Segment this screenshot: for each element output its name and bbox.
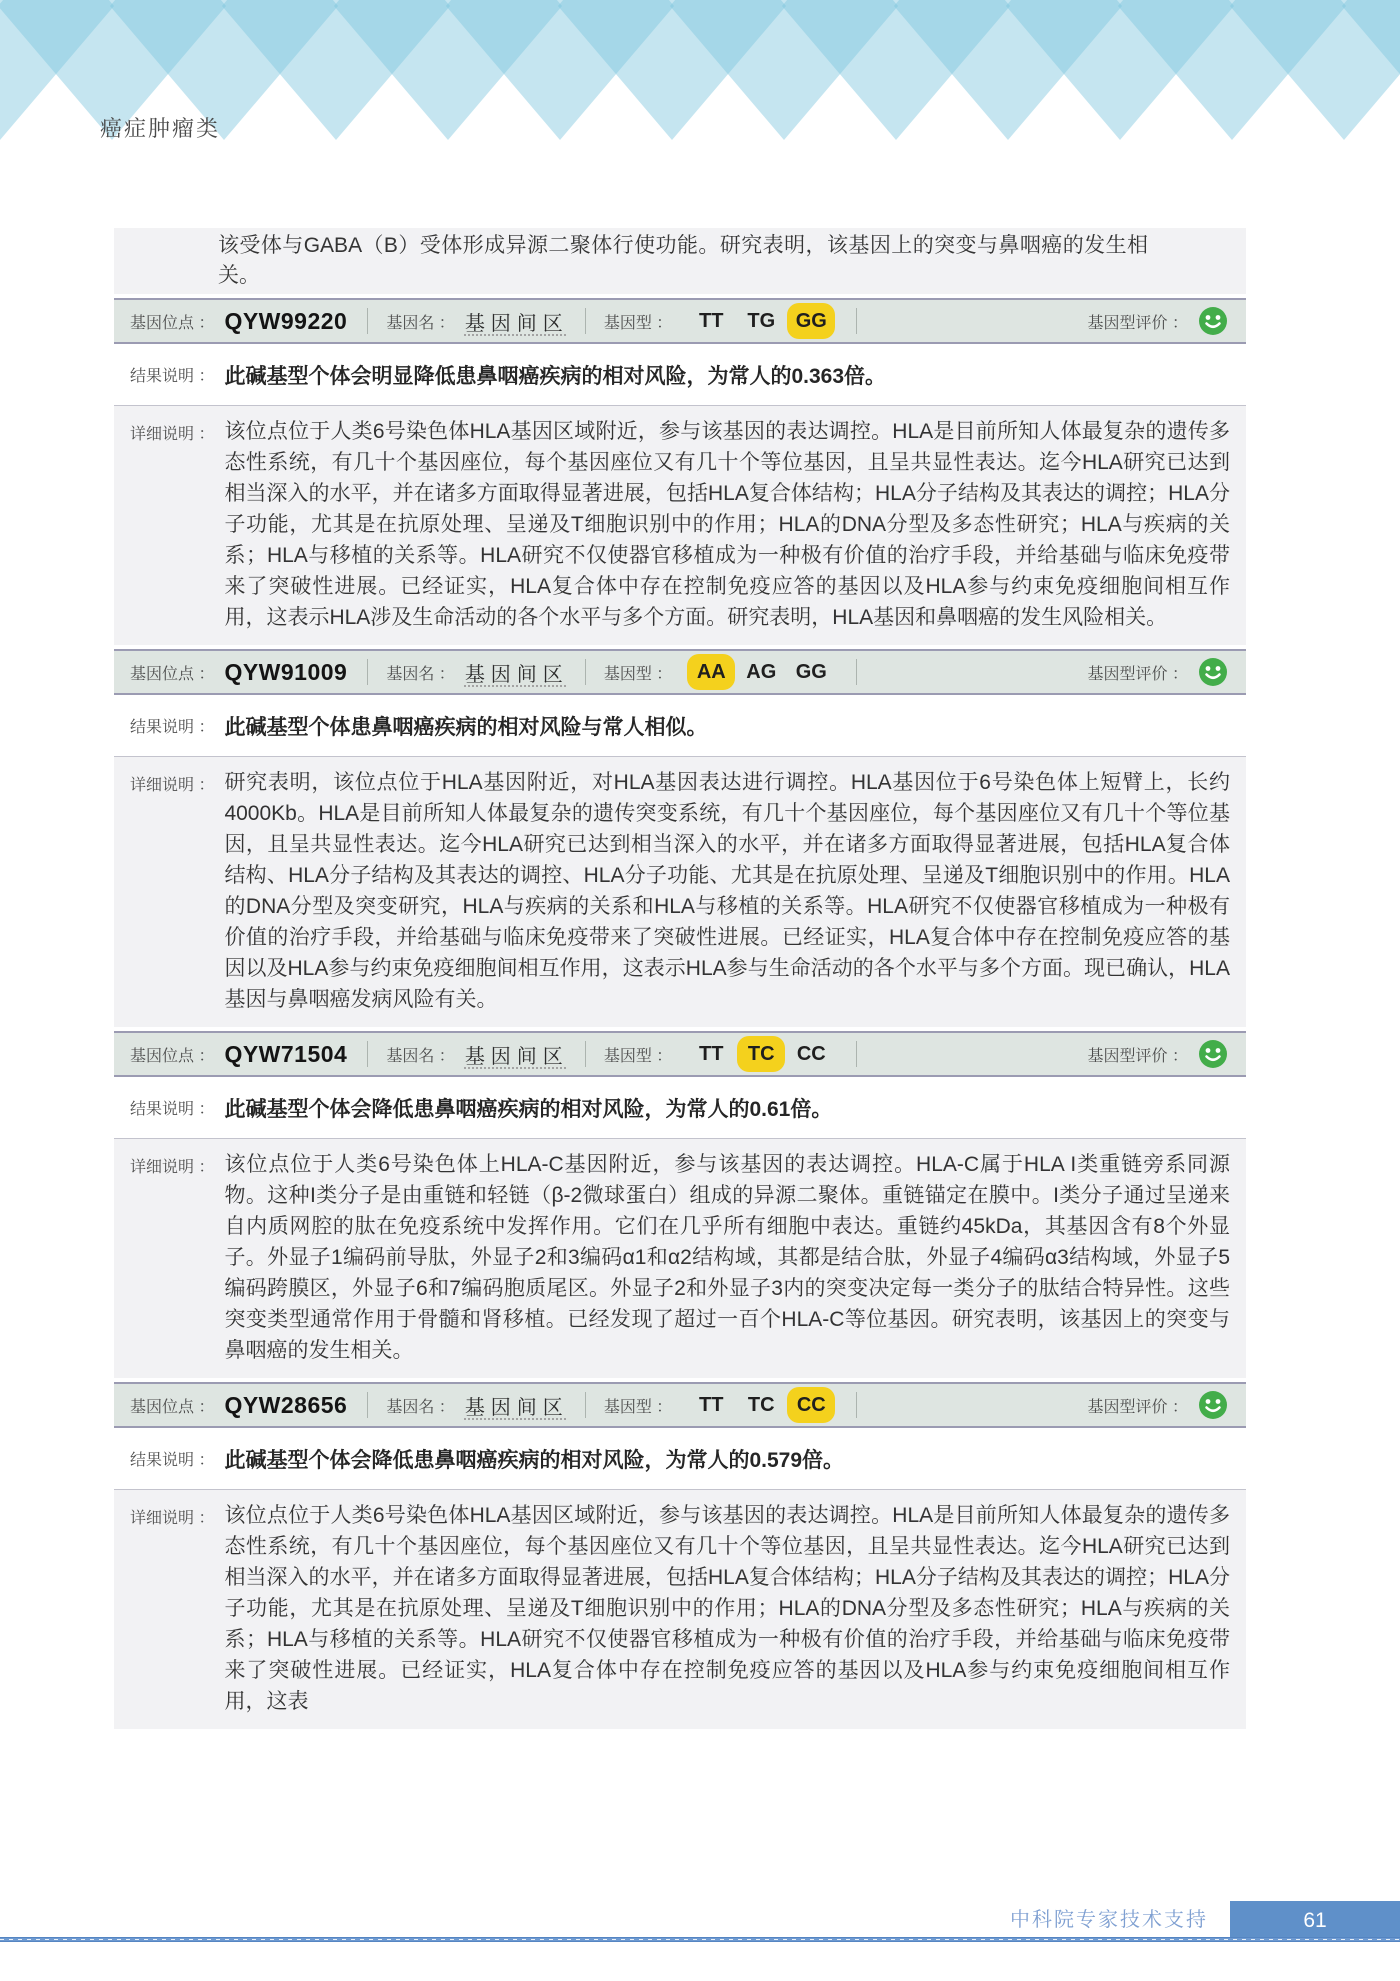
vertical-divider bbox=[367, 1392, 368, 1418]
smiley-icon bbox=[1198, 1390, 1228, 1420]
detail-label: 详细说明 ： bbox=[130, 426, 215, 443]
gene-section bbox=[114, 1031, 1246, 1378]
result-row bbox=[114, 344, 1246, 406]
genotype-option: TT bbox=[699, 310, 724, 332]
intro-paragraph-block bbox=[114, 228, 1246, 294]
locus-label: 基因位点 ： bbox=[130, 1047, 215, 1065]
result-label: 结果说明 ： bbox=[130, 719, 215, 736]
genotype-label: 基因型 ： bbox=[603, 1398, 673, 1416]
vertical-divider bbox=[856, 308, 857, 334]
detail-text: 该位点位于人类6号染色体HLA基因区域附近，参与该基因的表达调控。HLA是目前所知人体最复杂的遗传多态性系统，有几十个基因座位，每个基因座位又有几十个等位基因，且呈共显性表达。迄今HLA研究已达到相当深入的水平，并在诸多方面取得显著进展，包括HLA复合体结构；HLA分子结构及其表达的调控；HLA分子功能，尤其是在抗原处理、呈递及T细胞识别中的作用；HLA的DNA分型及多态性研究；HLA与疾病的关系；HLA与移植的关系等。HLA研究不仅使器官移植成为一种极有价值的治疗手段，并给基础与临床免疫带来了突破性进展。已经证实，HLA复合体中存在控制免疫应答的基因以及HLA参与约束免疫细胞间相互作用，这表 bbox=[224, 1504, 1230, 1713]
genotype-label: 基因型 ： bbox=[603, 665, 673, 683]
result-label: 结果说明 ： bbox=[130, 1452, 215, 1469]
detail-label: 详细说明 ： bbox=[130, 1510, 215, 1527]
detail-text: 该位点位于人类6号染色体HLA基因区域附近，参与该基因的表达调控。HLA是目前所知人体最复杂的遗传多态性系统，有几十个基因座位，每个基因座位又有几十个等位基因，且呈共显性表达。迄今HLA研究已达到相当深入的水平，并在诸多方面取得显著进展，包括HLA复合体结构；HLA分子结构及其表达的调控；HLA分子功能，尤其是在抗原处理、呈递及T细胞识别中的作用；HLA的DNA分型及多态性研究；HLA与疾病的关系；HLA与移植的关系等。HLA研究不仅使器官移植成为一种极有价值的治疗手段，并给基础与临床免疫带来了突破性进展。已经证实，HLA复合体中存在控制免疫应答的基因以及HLA参与约束免疫细胞间相互作用，这表示HLA涉及生命活动的各个水平与多个方面。研究表明，HLA基因和鼻咽癌的发生风险相关。 bbox=[224, 420, 1230, 629]
gene-name-value: 基因间区 bbox=[464, 663, 569, 686]
content-area bbox=[114, 228, 1246, 1890]
locus-value: QYW99220 bbox=[224, 307, 348, 334]
vertical-divider bbox=[856, 1392, 857, 1418]
result-label: 结果说明 ： bbox=[130, 1101, 215, 1118]
gene-row bbox=[114, 1382, 1246, 1428]
result-row bbox=[114, 1077, 1246, 1139]
genotype-values bbox=[686, 654, 836, 690]
genotype-label: 基因型 ： bbox=[603, 314, 673, 332]
detail-block bbox=[114, 406, 1246, 645]
evaluation-label: 基因型评价 ： bbox=[1087, 1047, 1188, 1065]
locus-value: QYW28656 bbox=[224, 1391, 348, 1418]
result-label: 结果说明 ： bbox=[130, 368, 215, 385]
detail-block bbox=[114, 757, 1246, 1027]
vertical-divider bbox=[585, 659, 586, 685]
smiley-icon bbox=[1198, 306, 1228, 336]
page-title: 癌症肿瘤类 bbox=[100, 116, 221, 141]
genotype-option: TT bbox=[699, 1043, 724, 1065]
result-row bbox=[114, 695, 1246, 757]
result-text: 此碱基型个体会明显降低患鼻咽癌疾病的相对风险，为常人的0.363倍。 bbox=[224, 364, 887, 388]
vertical-divider bbox=[856, 1041, 857, 1067]
gene-section bbox=[114, 1382, 1246, 1729]
genotype-option: GG bbox=[787, 303, 835, 339]
detail-block bbox=[114, 1490, 1246, 1729]
genotype-option: AA bbox=[687, 654, 735, 690]
page-number: 61 bbox=[1303, 1908, 1327, 1932]
locus-label: 基因位点 ： bbox=[130, 665, 215, 683]
genotype-option: CC bbox=[796, 1043, 826, 1065]
detail-block bbox=[114, 1139, 1246, 1378]
gene-name-value: 基因间区 bbox=[464, 1045, 569, 1068]
gene-section bbox=[114, 649, 1246, 1027]
footer-support-text: 中科院专家技术支持 bbox=[1010, 1909, 1208, 1931]
gene-name-label: 基因名 ： bbox=[386, 1398, 455, 1416]
gene-section bbox=[114, 298, 1246, 645]
locus-label: 基因位点 ： bbox=[130, 314, 215, 332]
smiley-icon bbox=[1198, 1039, 1228, 1069]
result-row bbox=[114, 1428, 1246, 1490]
vertical-divider bbox=[856, 659, 857, 685]
gene-name-label: 基因名 ： bbox=[386, 665, 455, 683]
gene-row bbox=[114, 649, 1246, 695]
genotype-values bbox=[686, 1036, 836, 1072]
gene-name-label: 基因名 ： bbox=[386, 314, 455, 332]
result-text: 此碱基型个体会降低患鼻咽癌疾病的相对风险，为常人的0.579倍。 bbox=[224, 1448, 845, 1472]
gene-name-value: 基因间区 bbox=[464, 312, 569, 335]
footer-accent-line bbox=[0, 1937, 1400, 1942]
genotype-values bbox=[686, 303, 836, 339]
page-number-box bbox=[1230, 1901, 1400, 1940]
detail-text: 该位点位于人类6号染色体上HLA-C基因附近，参与该基因的表达调控。HLA-C属于HLA I类重链旁系同源物。这种I类分子是由重链和轻链（β-2微球蛋白）组成的异源二聚体。重链锚定在膜中。I类分子通过呈递来自内质网腔的肽在免疫系统中发挥作用。它们在几乎所有细胞中表达。重链约45kDa，其基因含有8个外显子。外显子1编码前导肽，外显子2和3编码α1和α2结构域，其都是结合肽，外显子4编码α3结构域，外显子5编码跨膜区，外显子6和7编码胞质尾区。外显子2和外显子3内的突变决定每一类分子的肽结合特异性。这些突变类型通常作用于骨髓和肾移植。已经发现了超过一百个HLA-C等位基因。研究表明，该基因上的突变与鼻咽癌的发生相关。 bbox=[224, 1153, 1230, 1362]
genotype-option: CC bbox=[787, 1387, 835, 1423]
genotype-option: GG bbox=[795, 661, 827, 683]
vertical-divider bbox=[367, 659, 368, 685]
gene-row bbox=[114, 1031, 1246, 1077]
genotype-values bbox=[686, 1387, 836, 1423]
locus-value: QYW71504 bbox=[224, 1040, 348, 1067]
gene-name-label: 基因名 ： bbox=[386, 1047, 455, 1065]
genotype-option: TG bbox=[747, 310, 776, 332]
evaluation-label: 基因型评价 ： bbox=[1087, 665, 1188, 683]
evaluation-label: 基因型评价 ： bbox=[1087, 1398, 1188, 1416]
genotype-option: TT bbox=[699, 1394, 724, 1416]
genotype-option: TC bbox=[737, 1036, 785, 1072]
detail-text: 研究表明，该位点位于HLA基因附近，对HLA基因表达进行调控。HLA基因位于6号染色体上短臂上，长约4000Kb。HLA是目前所知人体最复杂的遗传突变系统，有几十个基因座位，每个基因座位又有几十个等位基因，且呈共显性表达。迄今HLA研究已达到相当深入的水平，并在诸多方面取得显著进展，包括HLA复合体结构、HLA分子结构及其表达的调控、HLA分子功能、尤其是在抗原处理、呈递及T细胞识别中的作用。HLA的DNA分型及突变研究，HLA与疾病的关系和HLA与移植的关系等。HLA研究不仅使器官移植成为一种极有价值的治疗手段，并给基础与临床免疫带来了突破性进展。已经证实，HLA复合体中存在控制免疫应答的基因以及HLA参与约束免疫细胞间相互作用，这表示HLA参与生命活动的各个水平与多个方面。现已确认，HLA基因与鼻咽癌发病风险有关。 bbox=[224, 771, 1230, 1011]
genotype-option: TC bbox=[747, 1394, 775, 1416]
gene-row bbox=[114, 298, 1246, 344]
intro-paragraph: 该受体与GABA（B）受体形成异源二聚体行使功能。研究表明，该基因上的突变与鼻咽癌的发生相关。 bbox=[218, 234, 1148, 287]
gene-name-value: 基因间区 bbox=[464, 1396, 569, 1419]
locus-label: 基因位点 ： bbox=[130, 1398, 215, 1416]
genotype-label: 基因型 ： bbox=[603, 1047, 673, 1065]
result-text: 此碱基型个体患鼻咽癌疾病的相对风险与常人相似。 bbox=[224, 715, 708, 739]
vertical-divider bbox=[585, 1392, 586, 1418]
locus-value: QYW91009 bbox=[224, 658, 348, 685]
evaluation-label: 基因型评价 ： bbox=[1087, 314, 1188, 332]
smiley-icon bbox=[1198, 657, 1228, 687]
detail-label: 详细说明 ： bbox=[130, 1159, 215, 1176]
result-text: 此碱基型个体会降低患鼻咽癌疾病的相对风险，为常人的0.61倍。 bbox=[224, 1097, 833, 1121]
vertical-divider bbox=[367, 1041, 368, 1067]
genotype-option: AG bbox=[746, 661, 777, 683]
vertical-divider bbox=[367, 308, 368, 334]
vertical-divider bbox=[585, 1041, 586, 1067]
detail-label: 详细说明 ： bbox=[130, 777, 215, 794]
vertical-divider bbox=[585, 308, 586, 334]
